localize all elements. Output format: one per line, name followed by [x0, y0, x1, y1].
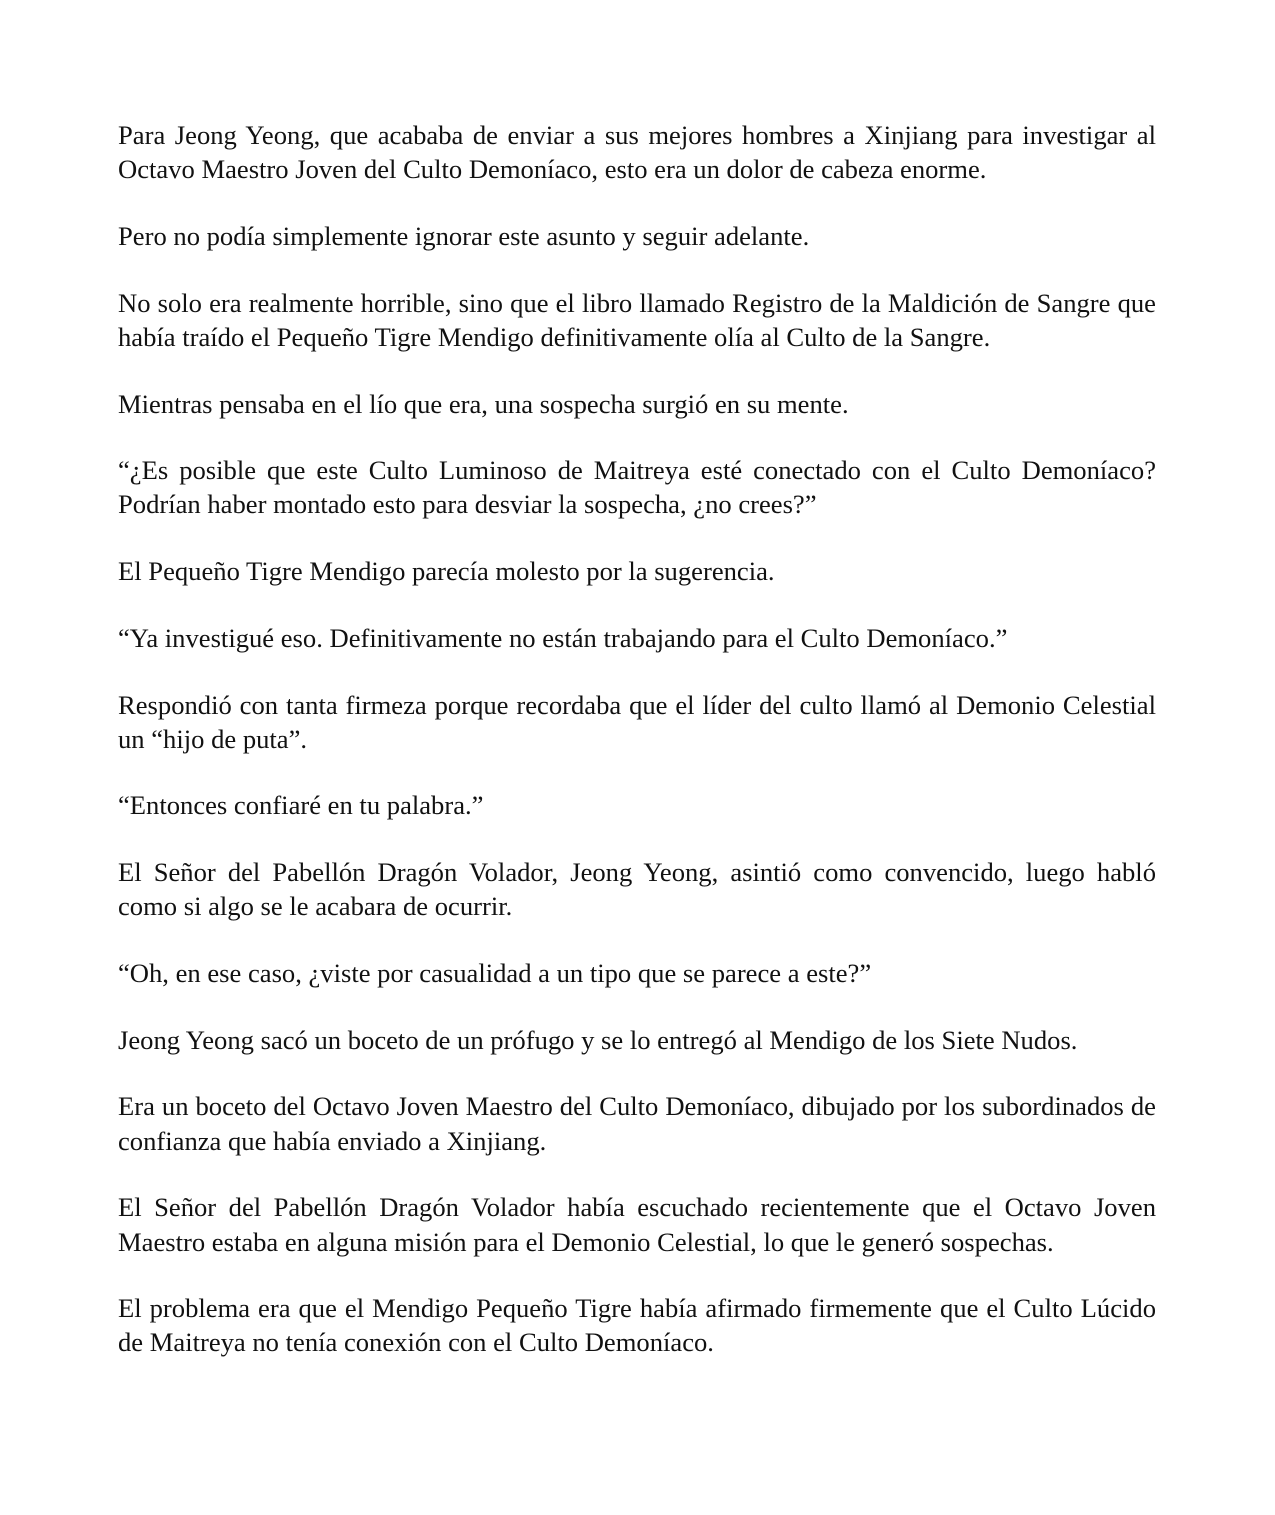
document-body: [118, 118, 1156, 1392]
paragraph: Pero no podía simplemente ignorar este asunto y seguir adelante.: [118, 220, 810, 251]
paragraph: “Entonces confiaré en tu palabra.”: [118, 790, 484, 821]
paragraph: El Pequeño Tigre Mendigo parecía molesto por la sugerencia.: [118, 556, 775, 587]
paragraph: Para Jeong Yeong, que acababa de enviar a sus mejores hombres a Xinjiang para investigar al Octavo Maestro Joven del Culto Demoníaco, esto era un dolor de cabeza enorme.: [118, 120, 1156, 185]
paragraph: Mientras pensaba en el lío que era, una sospecha surgió en su mente.: [118, 388, 849, 419]
paragraph: El Señor del Pabellón Dragón Volador, Jeong Yeong, asintió como convencido, luego habló como si algo se le acabara de ocurrir.: [118, 857, 1156, 922]
paragraph: Respondió con tanta firmeza porque recordaba que el líder del culto llamó al Demonio Celestial un “hijo de puta”.: [118, 689, 1156, 754]
paragraph: “Oh, en ese caso, ¿viste por casualidad a un tipo que se parece a este?”: [118, 958, 872, 989]
paragraph: “¿Es posible que este Culto Luminoso de Maitreya esté conectado con el Culto Demoníaco? Podrían haber montado esto para desviar la sospecha, ¿no crees?”: [118, 455, 1156, 520]
paragraph: El problema era que el Mendigo Pequeño Tigre había afirmado firmemente que el Culto Lúcido de Maitreya no tenía conexión con el Culto Demoníaco.: [118, 1293, 1156, 1358]
paragraph: Era un boceto del Octavo Joven Maestro del Culto Demoníaco, dibujado por los subordinados de confianza que había enviado a Xinjiang.: [118, 1091, 1156, 1156]
paragraph: No solo era realmente horrible, sino que el libro llamado Registro de la Maldición de Sangre que había traído el Pequeño Tigre Mendigo definitivamente olía al Culto de la Sangre.: [118, 287, 1156, 352]
paragraph: El Señor del Pabellón Dragón Volador había escuchado recientemente que el Octavo Joven Maestro estaba en alguna misión para el Demonio Celestial, lo que le generó sospechas.: [118, 1192, 1156, 1257]
paragraph: “Ya investigué eso. Definitivamente no están trabajando para el Culto Demoníaco.”: [118, 622, 1008, 653]
paragraph: Jeong Yeong sacó un boceto de un prófugo y se lo entregó al Mendigo de los Siete Nudos.: [118, 1024, 1078, 1055]
